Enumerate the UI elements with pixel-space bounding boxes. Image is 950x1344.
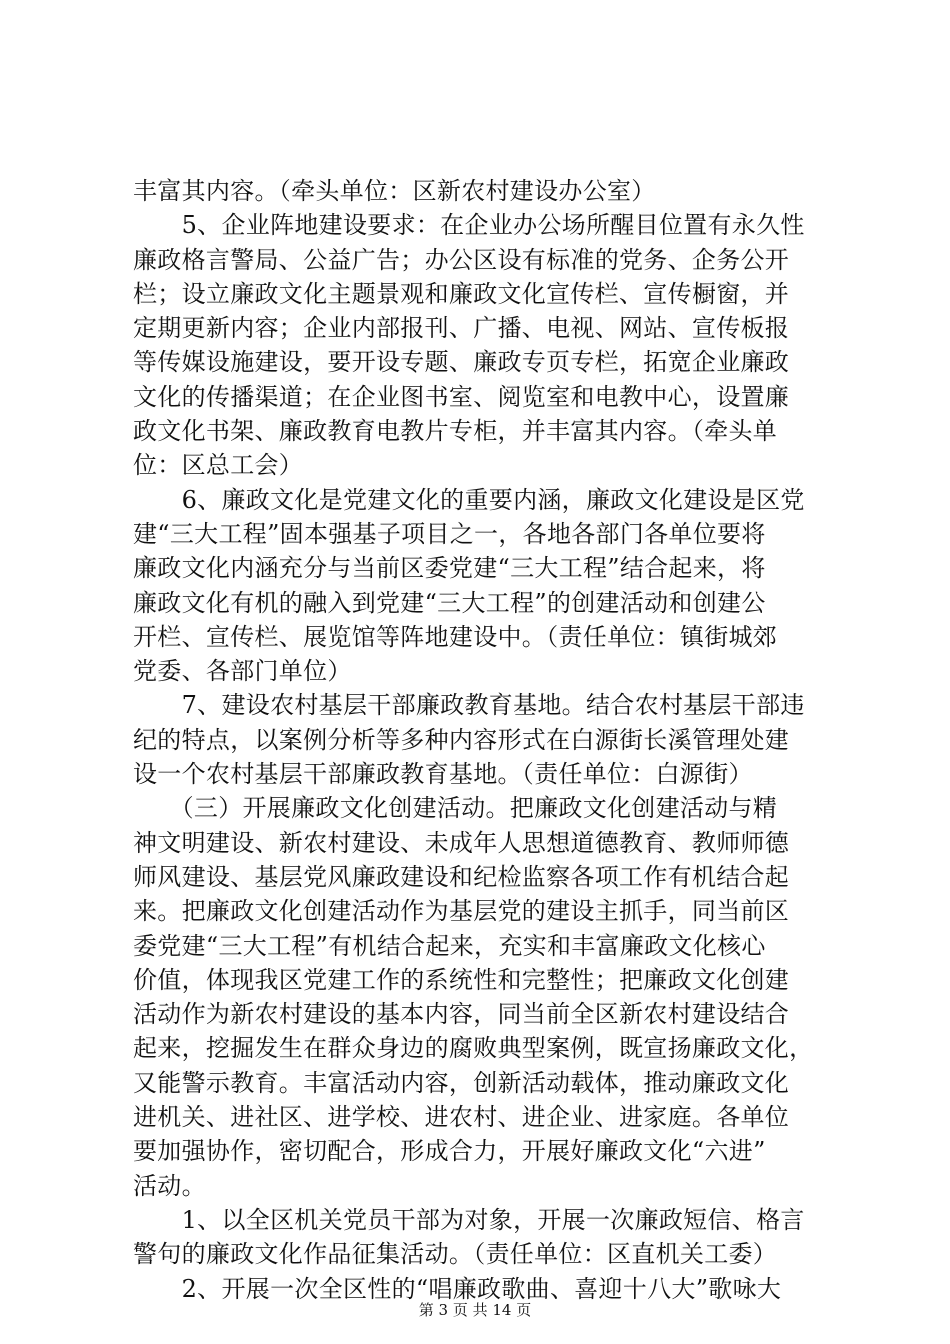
text-line: 开栏、宣传栏、展览馆等阵地建设中。（责任单位：镇街城郊 (133, 622, 778, 651)
text-line: 活动作为新农村建设的基本内容，同当前全区新农村建设结合 (133, 1000, 790, 1029)
text-line: 设一个农村基层干部廉政教育基地。（责任单位：白源街） (133, 760, 753, 789)
text-line: 神文明建设、新农村建设、未成年人思想道德教育、教师师德 (133, 828, 790, 857)
text-line: 警句的廉政文化作品征集活动。（责任单位：区直机关工委） (133, 1240, 778, 1269)
text-line: 建“三大工程”固本强基子项目之一，各地各部门各单位要将 (133, 519, 766, 548)
text-line: 进机关、进社区、进学校、进农村、进企业、进家庭。各单位 (133, 1103, 790, 1132)
text-line: 党委、各部门单位） (133, 657, 352, 686)
text-line: 起来，挖掘发生在群众身边的腐败典型案例，既宣扬廉政文化， (133, 1034, 814, 1063)
text-line: 廉政格言警局、公益广告；办公区设有标准的党务、企务公开 (133, 245, 790, 274)
text-line: （三）开展廉政文化创建活动。把廉政文化创建活动与精 (133, 794, 778, 823)
text-line: 委党建“三大工程”有机结合起来，充实和丰富廉政文化核心 (133, 931, 766, 960)
text-line: 政文化书架、廉政教育电教片专柜，并丰富其内容。（牵头单 (133, 417, 778, 446)
text-line: 要加强协作，密切配合，形成合力，开展好廉政文化“六进” (133, 1137, 766, 1166)
text-line: 价值，体现我区党建工作的系统性和完整性；把廉政文化创建 (133, 965, 790, 994)
text-line: 师风建设、基层党风廉政建设和纪检监察各项工作有机结合起 (133, 862, 790, 891)
text-line: 等传媒设施建设，要开设专题、廉政专页专栏，拓宽企业廉政 (133, 348, 790, 377)
text-line: 2、开展一次全区性的“唱廉政歌曲、喜迎十八大”歌咏大 (133, 1274, 782, 1303)
text-line: 廉政文化有机的融入到党建“三大工程”的创建活动和创建公 (133, 588, 766, 617)
text-line: 6、廉政文化是党建文化的重要内涵，廉政文化建设是区党 (133, 485, 805, 514)
text-line: 5、企业阵地建设要求：在企业办公场所醒目位置有永久性 (133, 211, 805, 240)
text-line: 定期更新内容；企业内部报刊、广播、电视、网站、宣传板报 (133, 314, 790, 343)
text-line: 廉政文化内涵充分与当前区委党建“三大工程”结合起来，将 (133, 554, 766, 583)
text-line: 位：区总工会） (133, 451, 304, 480)
text-line: 1、以全区机关党员干部为对象，开展一次廉政短信、格言 (133, 1205, 805, 1234)
text-line: 活动。 (133, 1171, 206, 1200)
text-line: 7、建设农村基层干部廉政教育基地。结合农村基层干部违 (133, 691, 805, 720)
page-number-footer: 第 3 页 共 14 页 (418, 1301, 532, 1319)
text-line: 文化的传播渠道；在企业图书室、阅览室和电教中心，设置廉 (133, 382, 790, 411)
body-text (133, 174, 838, 1306)
text-line: 又能警示教育。丰富活动内容，创新活动载体，推动廉政文化 (133, 1068, 790, 1097)
text-line: 纪的特点，以案例分析等多种内容形式在白源街长溪管理处建 (133, 725, 790, 754)
text-line: 来。把廉政文化创建活动作为基层党的建设主抓手，同当前区 (133, 897, 790, 926)
text-line: 栏；设立廉政文化主题景观和廉政文化宣传栏、宣传橱窗，并 (133, 279, 790, 308)
text-line: 丰富其内容。（牵头单位：区新农村建设办公室） (133, 177, 656, 205)
